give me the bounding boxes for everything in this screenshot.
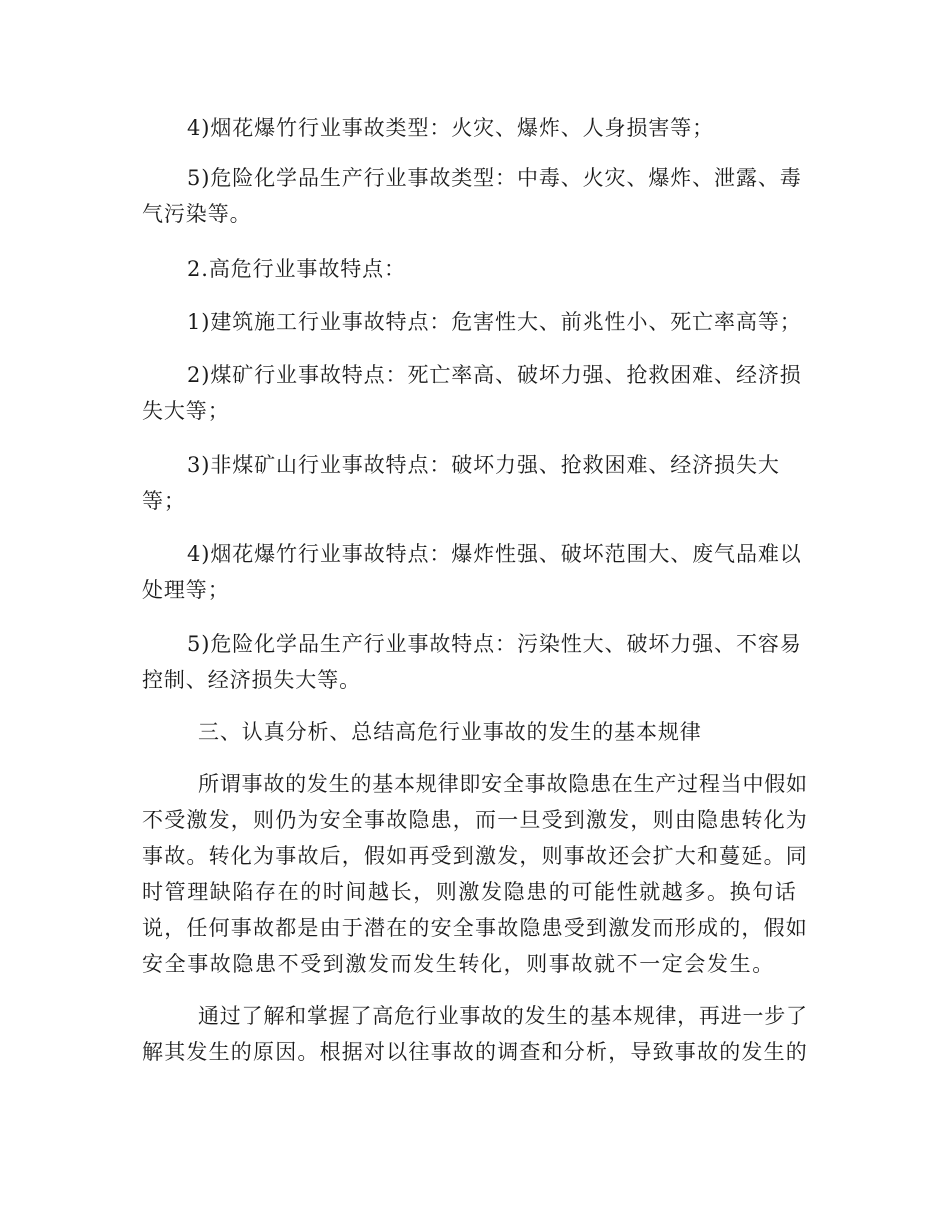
text-line: 处理等； [142, 578, 230, 602]
text-line: 2)煤矿行业事故特点：死亡率高、破坏力强、抢救困难、经济损 [187, 363, 802, 387]
text-line: 4)烟花爆竹行业事故类型：火灾、爆炸、人身损害等； [187, 116, 715, 140]
section-heading: 2.高危行业事故特点： [187, 257, 406, 281]
paragraph-line: 不受激发，则仍为安全事故隐患，而一旦受到激发，则由隐患转化为 [142, 808, 808, 832]
paragraph-line: 所谓事故的发生的基本规律即安全事故隐患在生产过程当中假如 [198, 772, 808, 796]
paragraph-line: 通过了解和掌握了高危行业事故的发生的基本规律，再进一步了 [198, 1004, 808, 1028]
text-line: 3)非煤矿山行业事故特点：破坏力强、抢救困难、经济损失大 [187, 453, 780, 477]
paragraph-line: 说，任何事故都是由于潜在的安全事故隐患受到激发而形成的，假如 [142, 916, 808, 940]
text-line: 5)危险化学品生产行业事故特点：污染性大、破坏力强、不容易 [187, 632, 802, 656]
paragraph-line: 解其发生的原因。根据对以往事故的调查和分析，导致事故的发生的 [142, 1040, 808, 1064]
text-line: 1)建筑施工行业事故特点：危害性大、前兆性小、死亡率高等； [187, 310, 802, 334]
text-line: 等； [142, 489, 186, 513]
text-line: 4)烟花爆竹行业事故特点：爆炸性强、破坏范围大、废气品难以 [187, 542, 802, 566]
text-line: 控制、经济损失大等。 [142, 668, 361, 692]
paragraph-line: 时管理缺陷存在的时间越长，则激发隐患的可能性就越多。换句话 [142, 880, 798, 904]
paragraph-line: 事故。转化为事故后，假如再受到激发，则事故还会扩大和蔓延。同 [142, 844, 808, 868]
text-line: 5)危险化学品生产行业事故类型：中毒、火灾、爆炸、泄露、毒 [187, 166, 802, 190]
section-heading: 三、认真分析、总结高危行业事故的发生的基本规律 [198, 720, 702, 744]
text-line: 失大等； [142, 399, 230, 423]
text-line: 气污染等。 [142, 202, 252, 226]
paragraph-line: 安全事故隐患不受到激发而发生转化，则事故就不一定会发生。 [142, 952, 775, 976]
